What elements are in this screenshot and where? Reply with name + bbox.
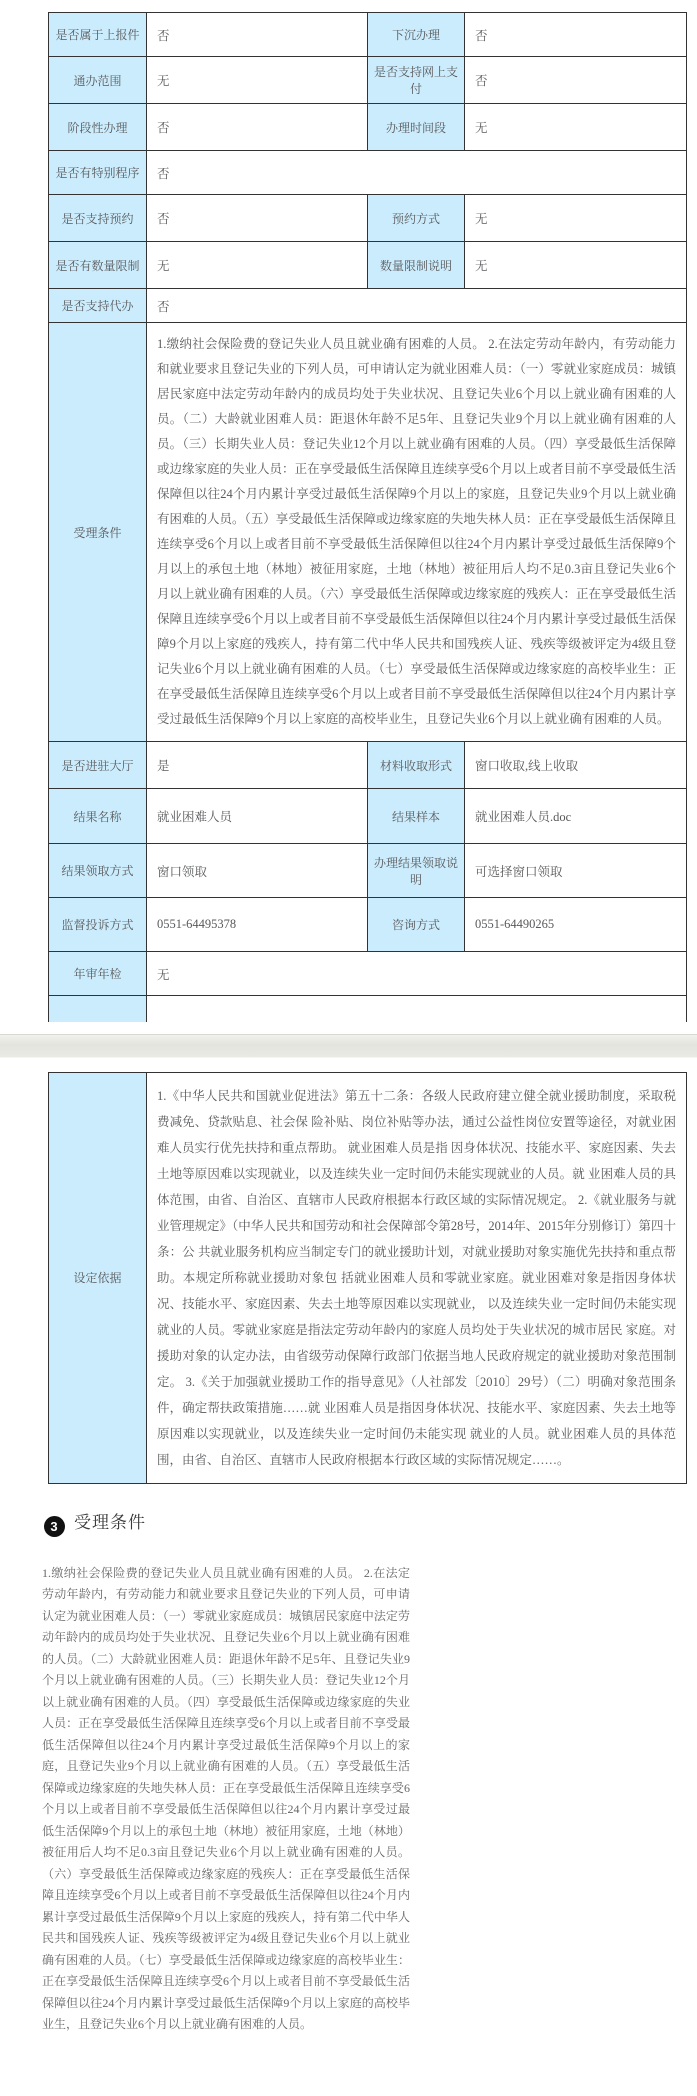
field-label: 数量限制说明 <box>368 242 465 289</box>
table-row <box>49 289 687 323</box>
field-label: 是否进驻大厅 <box>49 742 147 789</box>
field-label: 是否支持预约 <box>49 195 147 242</box>
field-value: 无 <box>147 242 368 289</box>
table-row <box>49 323 687 742</box>
field-label: 通办范围 <box>49 57 147 104</box>
field-label: 是否支持代办 <box>49 289 147 323</box>
field-value <box>147 996 687 1022</box>
legal-basis-text: 1.《中华人民共和国就业促进法》第五十二条：各级人民政府建立健全就业援助制度，采取税费减免、贷款贴息、社会保 险补贴、岗位补贴等办法，通过公益性岗位安置等途径，对就业困难人员实行优先扶持和重点帮助。 就业困难人员是指 因身体状况、技能水平、家庭因素、失去土地等原因难以实现就业，以及连续失业一定时间仍未能实现就业的人员。就 业困难人员的具体范围，由省、自治区、直辖市人民政府根据本行政区域的实际情况规定。 2.《就业服务与就业管理规定》（中华人民共和国劳动和社会保障部令第28号，2014年、2015年分别修订）第四十条：公 共就业服务机构应当制定专门的就业援助计划，对就业援助对象实施优先扶持和重点帮助。本规定所称就业援助对象包 括就业困难人员和零就业家庭。就业困难对象是指因身体状况、技能水平、家庭因素、失去土地等原因难以实现就业， 以及连续失业一定时间仍未能实现就业的人员。零就业家庭是指法定劳动年龄内的家庭人员均处于失业状况的城市居民 家庭。对援助对象的认定办法，由省级劳动保障行政部门依据当地人民政府规定的就业援助对象范围制定。 3.《关于加强就业援助工作的指导意见》（人社部发〔2010〕29号）（二）明确对象范围条件，确定帮扶政策措施……就 业困难人员是指因身体状况、技能水平、家庭因素、失去土地等原因难以实现就业，以及连续失业一定时间仍未能实现 就业的人员。就业困难人员的具体范围，由省、自治区、直辖市人民政府根据本行政区域的实际情况规定……。 <box>147 1072 687 1483</box>
field-value: 0551-64490265 <box>465 898 687 952</box>
field-value: 无 <box>465 242 687 289</box>
field-label: 受理条件 <box>49 323 147 742</box>
field-label: 办理时间段 <box>368 104 465 151</box>
table-row <box>49 1072 687 1483</box>
field-value: 窗口领取 <box>147 844 368 898</box>
table-row <box>49 104 687 151</box>
field-label: 材料收取形式 <box>368 742 465 789</box>
field-label: 是否属于上报件 <box>49 13 147 57</box>
section-body-text: 1.缴纳社会保险费的登记失业人员且就业确有困难的人员。 2.在法定劳动年龄内，有劳动能力和就业要求且登记失业的下列人员，可申请认定为就业困难人员：（一）零就业家庭成员：城镇居民家庭中法定劳动年龄内的成员均处于失业状况、且登记失业6个月以上就业确有困难的人员。（二）大龄就业困难人员：距退休年龄不足5年、且登记失业9个月以上就业确有困难的人员。（三）长期失业人员：登记失业12个月以上就业确有困难的人员。（四）享受最低生活保障或边缘家庭的失业人员：正在享受最低生活保障且连续享受6个月以上或者目前不享受最低生活保障但以往24个月内累计享受过最低生活保障9个月以上的家庭，且登记失业9个月以上就业确有困难的人员。（五）享受最低生活保障或边缘家庭的失地失林人员：正在享受最低生活保障且连续享受6个月以上或者目前不享受最低生活保障但以往24个月内累计享受过最低生活保障9个月以上的承包土地（林地）被征用家庭，土地（林地）被征用后人均不足0.3亩且登记失业6个月以上就业确有困难的人员。（六）享受最低生活保障或边缘家庭的残疾人：正在享受最低生活保障且连续享受6个月以上或者目前不享受最低生活保障但以往24个月内累计享受过最低生活保障9个月以上家庭的残疾人，持有第二代中华人民共和国残疾人证、残疾等级被评定为4级且登记失业6个月以上就业确有困难的人员。（七）享受最低生活保障或边缘家庭的高校毕业生：正在享受最低生活保障且连续享受6个月以上或者目前不享受最低生活保障但以往24个月内累计享受过最低生活保障9个月以上家庭的高校毕业生，且登记失业6个月以上就业确有困难的人员。 <box>42 1565 410 2031</box>
table-row <box>49 952 687 996</box>
field-label: 年审年检 <box>49 952 147 996</box>
table-row <box>49 151 687 195</box>
field-label: 预约方式 <box>368 195 465 242</box>
table-row-truncated <box>49 996 687 1022</box>
table-row <box>49 242 687 289</box>
acceptance-conditions-text: 1.缴纳社会保险费的登记失业人员且就业确有困难的人员。 2.在法定劳动年龄内，有劳动能力和就业要求且登记失业的下列人员，可申请认定为就业困难人员：（一）零就业家庭成员：城镇居民家庭中法定劳动年龄内的成员均处于失业状况、且登记失业6个月以上就业确有困难的人员。（二）大龄就业困难人员：距退休年龄不足5年、且登记失业9个月以上就业确有困难的人员。（三）长期失业人员：登记失业12个月以上就业确有困难的人员。（四）享受最低生活保障或边缘家庭的失业人员：正在享受最低生活保障且连续享受6个月以上或者目前不享受最低生活保障但以往24个月内累计享受过最低生活保障9个月以上的家庭，且登记失业9个月以上就业确有困难的人员。（五）享受最低生活保障或边缘家庭的失地失林人员：正在享受最低生活保障且连续享受6个月以上或者目前不享受最低生活保障但以往24个月内累计享受过最低生活保障9个月以上的承包土地（林地）被征用家庭，土地（林地）被征用后人均不足0.3亩且登记失业6个月以上就业确有困难的人员。（六）享受最低生活保障或边缘家庭的残疾人：正在享受最低生活保障且连续享受6个月以上或者目前不享受最低生活保障但以往24个月内累计享受过最低生活保障9个月以上家庭的残疾人，持有第二代中华人民共和国残疾人证、残疾等级被评定为4级且登记失业6个月以上就业确有困难的人员。（七）享受最低生活保障或边缘家庭的高校毕业生：正在享受最低生活保障且连续享受6个月以上或者目前不享受最低生活保障但以往24个月内累计享受过最低生活保障9个月以上家庭的高校毕业生，且登记失业6个月以上就业确有困难的人员。 <box>147 323 687 742</box>
field-value: 无 <box>147 57 368 104</box>
table-row <box>49 57 687 104</box>
field-value: 就业困难人员.doc <box>465 789 687 844</box>
field-value: 否 <box>465 13 687 57</box>
field-label: 咨询方式 <box>368 898 465 952</box>
field-label: 下沉办理 <box>368 13 465 57</box>
legal-basis-table <box>48 1072 687 1484</box>
table-row <box>49 13 687 57</box>
field-label: 结果样本 <box>368 789 465 844</box>
field-label: 结果名称 <box>49 789 147 844</box>
table-row <box>49 195 687 242</box>
field-value: 无 <box>465 195 687 242</box>
section-heading <box>44 1508 697 1537</box>
field-label <box>49 996 147 1022</box>
table-row <box>49 844 687 898</box>
field-label: 是否支持网上支付 <box>368 57 465 104</box>
field-value: 0551-64495378 <box>147 898 368 952</box>
field-label: 阶段性办理 <box>49 104 147 151</box>
field-label: 办理结果领取说明 <box>368 844 465 898</box>
field-label: 是否有特别程序 <box>49 151 147 195</box>
field-value: 无 <box>465 104 687 151</box>
field-value: 否 <box>147 289 687 323</box>
field-value: 窗口收取,线上收取 <box>465 742 687 789</box>
field-label: 设定依据 <box>49 1072 147 1483</box>
field-label: 结果领取方式 <box>49 844 147 898</box>
field-value: 无 <box>147 952 687 996</box>
field-value: 否 <box>147 104 368 151</box>
section-title: 受理条件 <box>74 1512 146 1532</box>
field-value: 否 <box>147 151 687 195</box>
field-value: 否 <box>147 13 368 57</box>
field-value: 否 <box>147 195 368 242</box>
field-label: 监督投诉方式 <box>49 898 147 952</box>
page-break-bar <box>0 1034 697 1058</box>
field-label: 是否有数量限制 <box>49 242 147 289</box>
service-info-table <box>48 12 687 1022</box>
table-row <box>49 789 687 844</box>
section-number-badge: 3 <box>44 1516 65 1537</box>
field-value: 可选择窗口领取 <box>465 844 687 898</box>
table-row <box>49 742 687 789</box>
field-value: 否 <box>465 57 687 104</box>
field-value: 是 <box>147 742 368 789</box>
field-value: 就业困难人员 <box>147 789 368 844</box>
table-row <box>49 898 687 952</box>
